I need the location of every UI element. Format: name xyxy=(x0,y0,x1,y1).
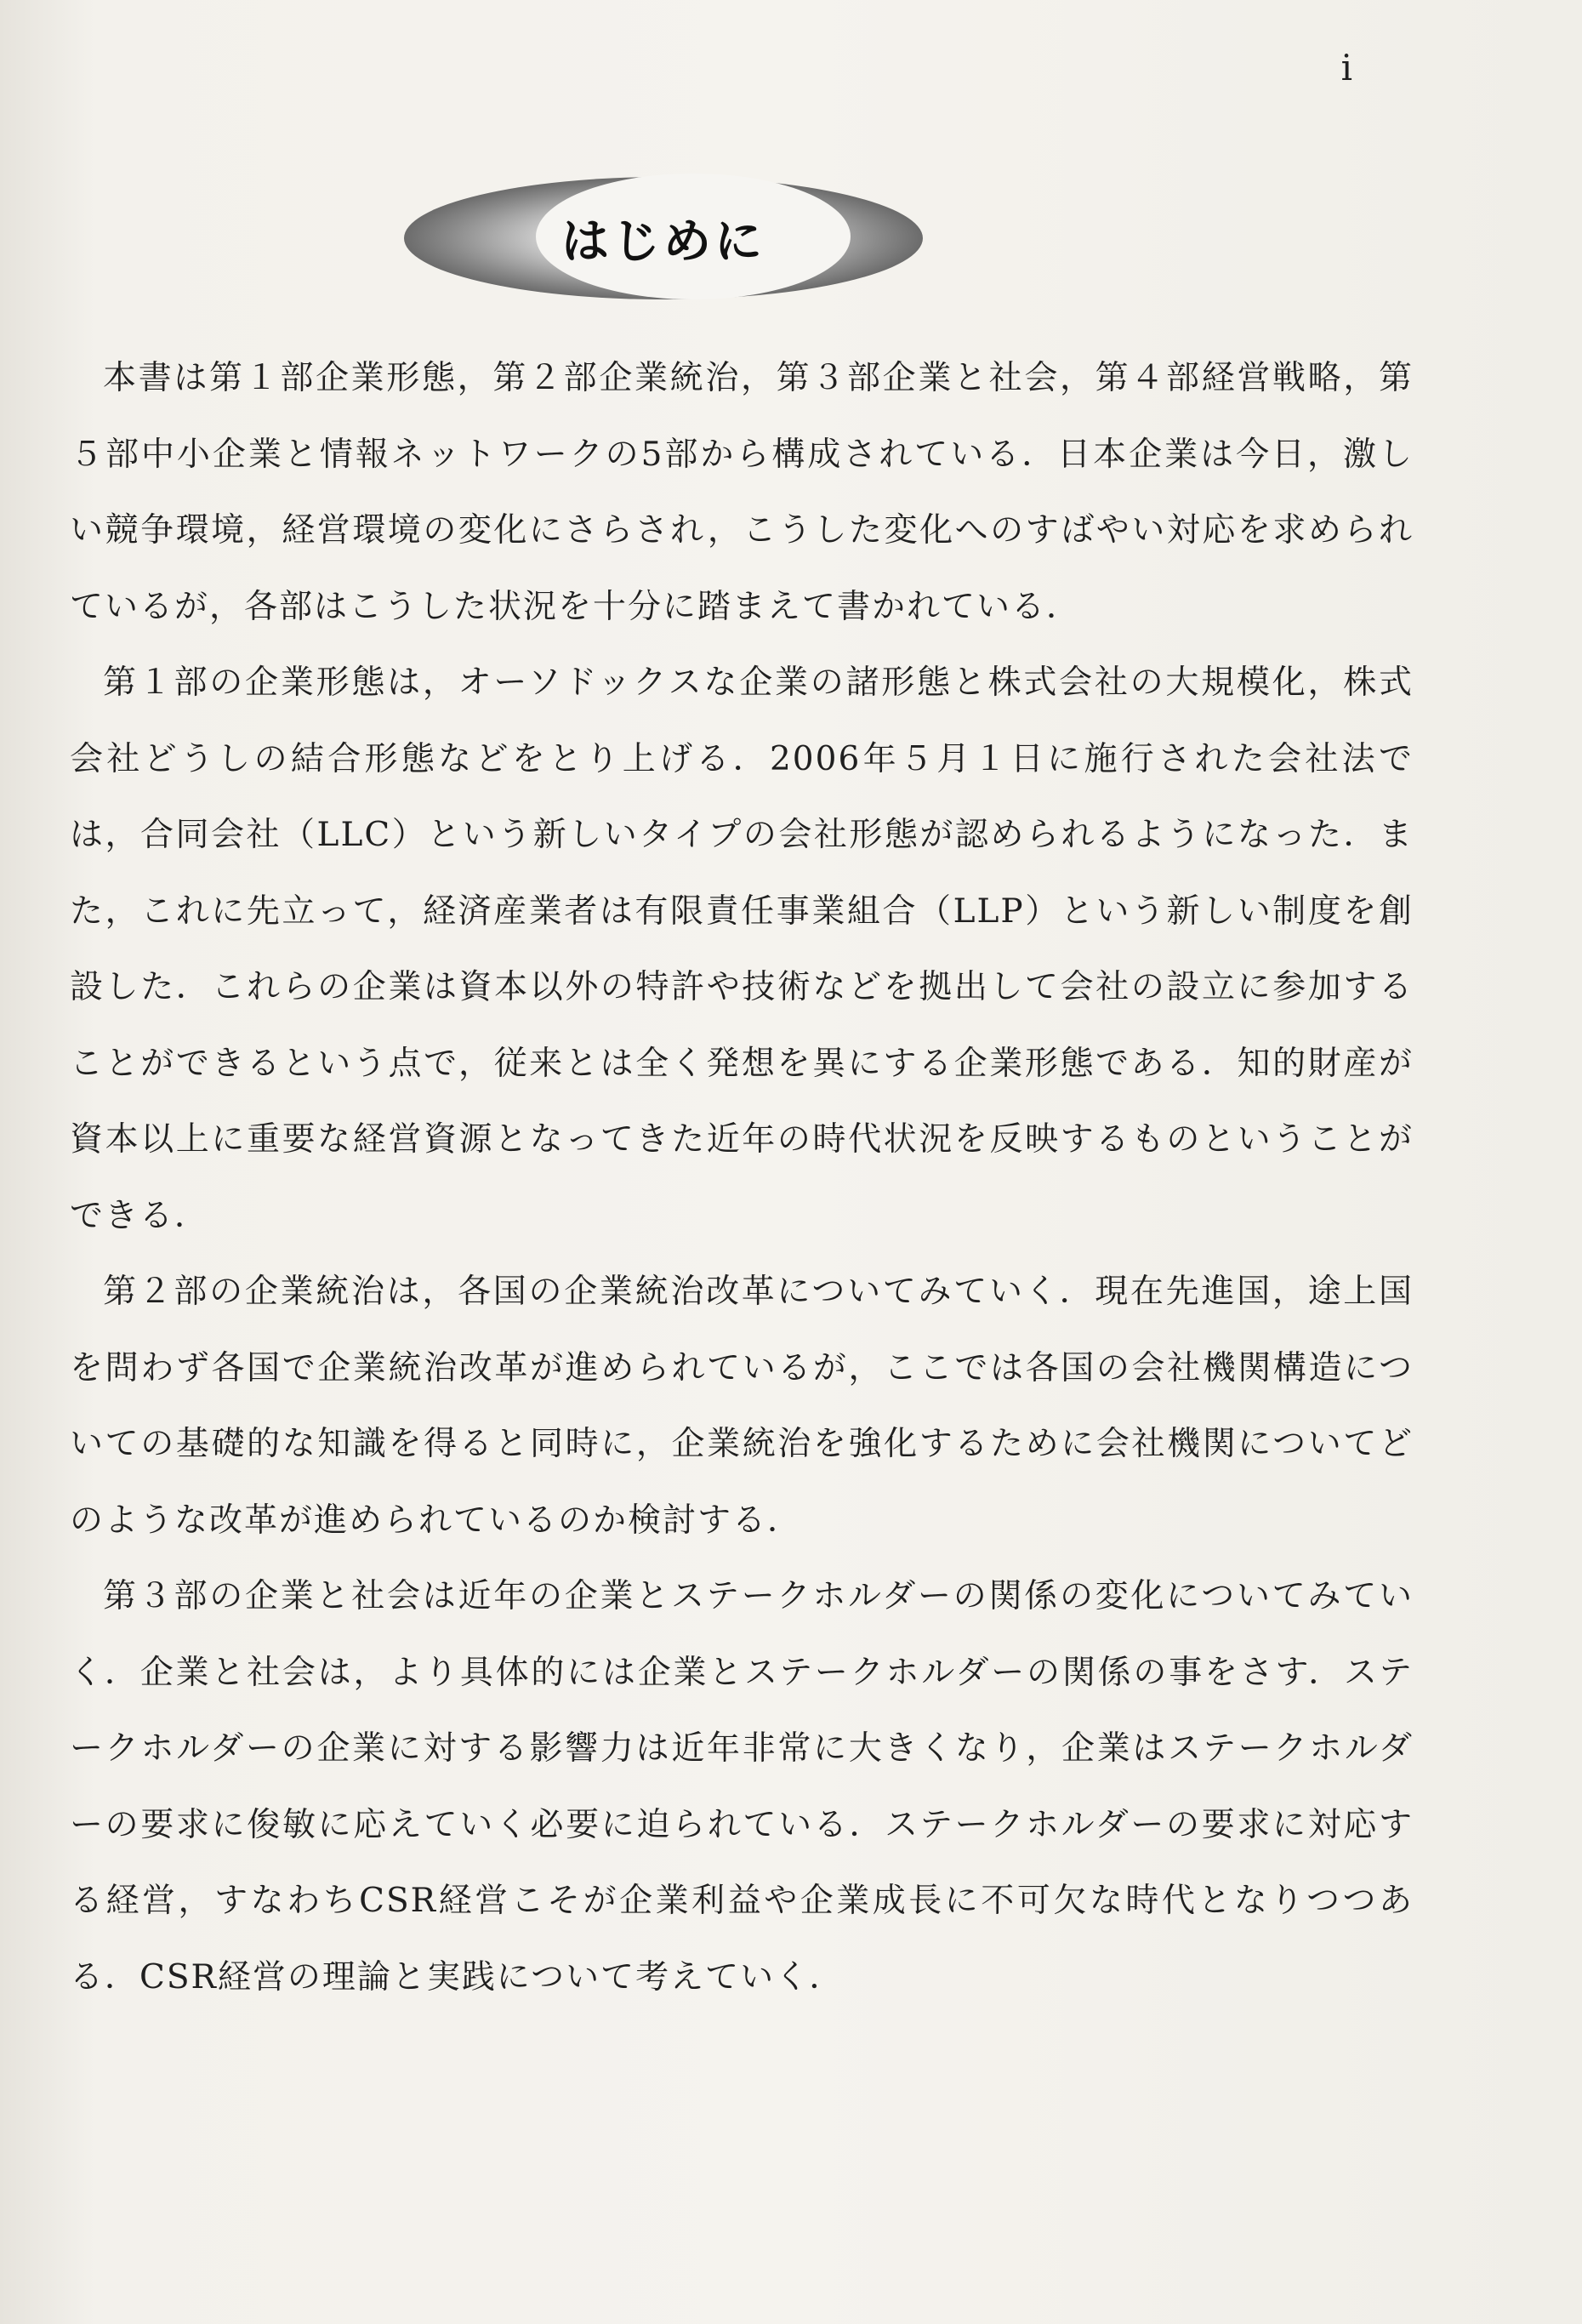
page-number: i xyxy=(1340,47,1352,88)
paragraph-part2: 第２部の企業統治は，各国の企業統治改革についてみていく．現在先進国，途上国を問わず各国で企業統治改革が進められているが，ここでは各国の会社機関構造についての基礎的な知識を得ると同時に，企業統治を強化するために会社機関についてどのような改革が進められているのか検討する． xyxy=(70,1273,1414,1540)
paragraph-part1: 第１部の企業形態は，オーソドックスな企業の諸形態と株式会社の大規模化，株式会社どうしの結合形態などをとり上げる．2006年５月１日に施行された会社法では，合同会社（LLC）という新しいタイプの会社形態が認められるようになった．また，これに先立って，経済産業者は有限責任事業組合（LLP）という新しい制度を創設した．これらの企業は資本以外の特許や技術などを拠出して会社の設立に参加することができるという点で，従来とは全く発想を異にする企業形態である．知的財産が資本以上に重要な経営資源となってきた近年の時代状況を反映するものということができる． xyxy=(70,664,1414,1235)
paragraph-part3: 第３部の企業と社会は近年の企業とステークホルダーの関係の変化についてみていく．企業と社会は，より具体的には企業とステークホルダーの関係の事をさす．ステークホルダーの企業に対する影響力は近年非常に大きくなり，企業はステークホルダーの要求に俊敏に応えていく必要に迫られている．ステークホルダーの要求に対応する経営，すなわちCSR経営こそが企業利益や企業成長に不可欠な時代となりつつある．CSR経営の理論と実践について考えていく． xyxy=(70,1577,1414,1996)
paragraph-intro: 本書は第１部企業形態，第２部企業統治，第３部企業と社会，第４部経営戦略，第５部中小企業と情報ネットワークの5部から構成されている．日本企業は今日，激しい競争環境，経営環境の変化にさらされ，こうした変化へのすばやい対応を求められているが，各部はこうした状況を十分に踏まえて書かれている． xyxy=(70,359,1414,626)
page-title: はじめに xyxy=(561,214,765,270)
body-text xyxy=(70,340,1414,2015)
title-banner xyxy=(400,166,927,310)
